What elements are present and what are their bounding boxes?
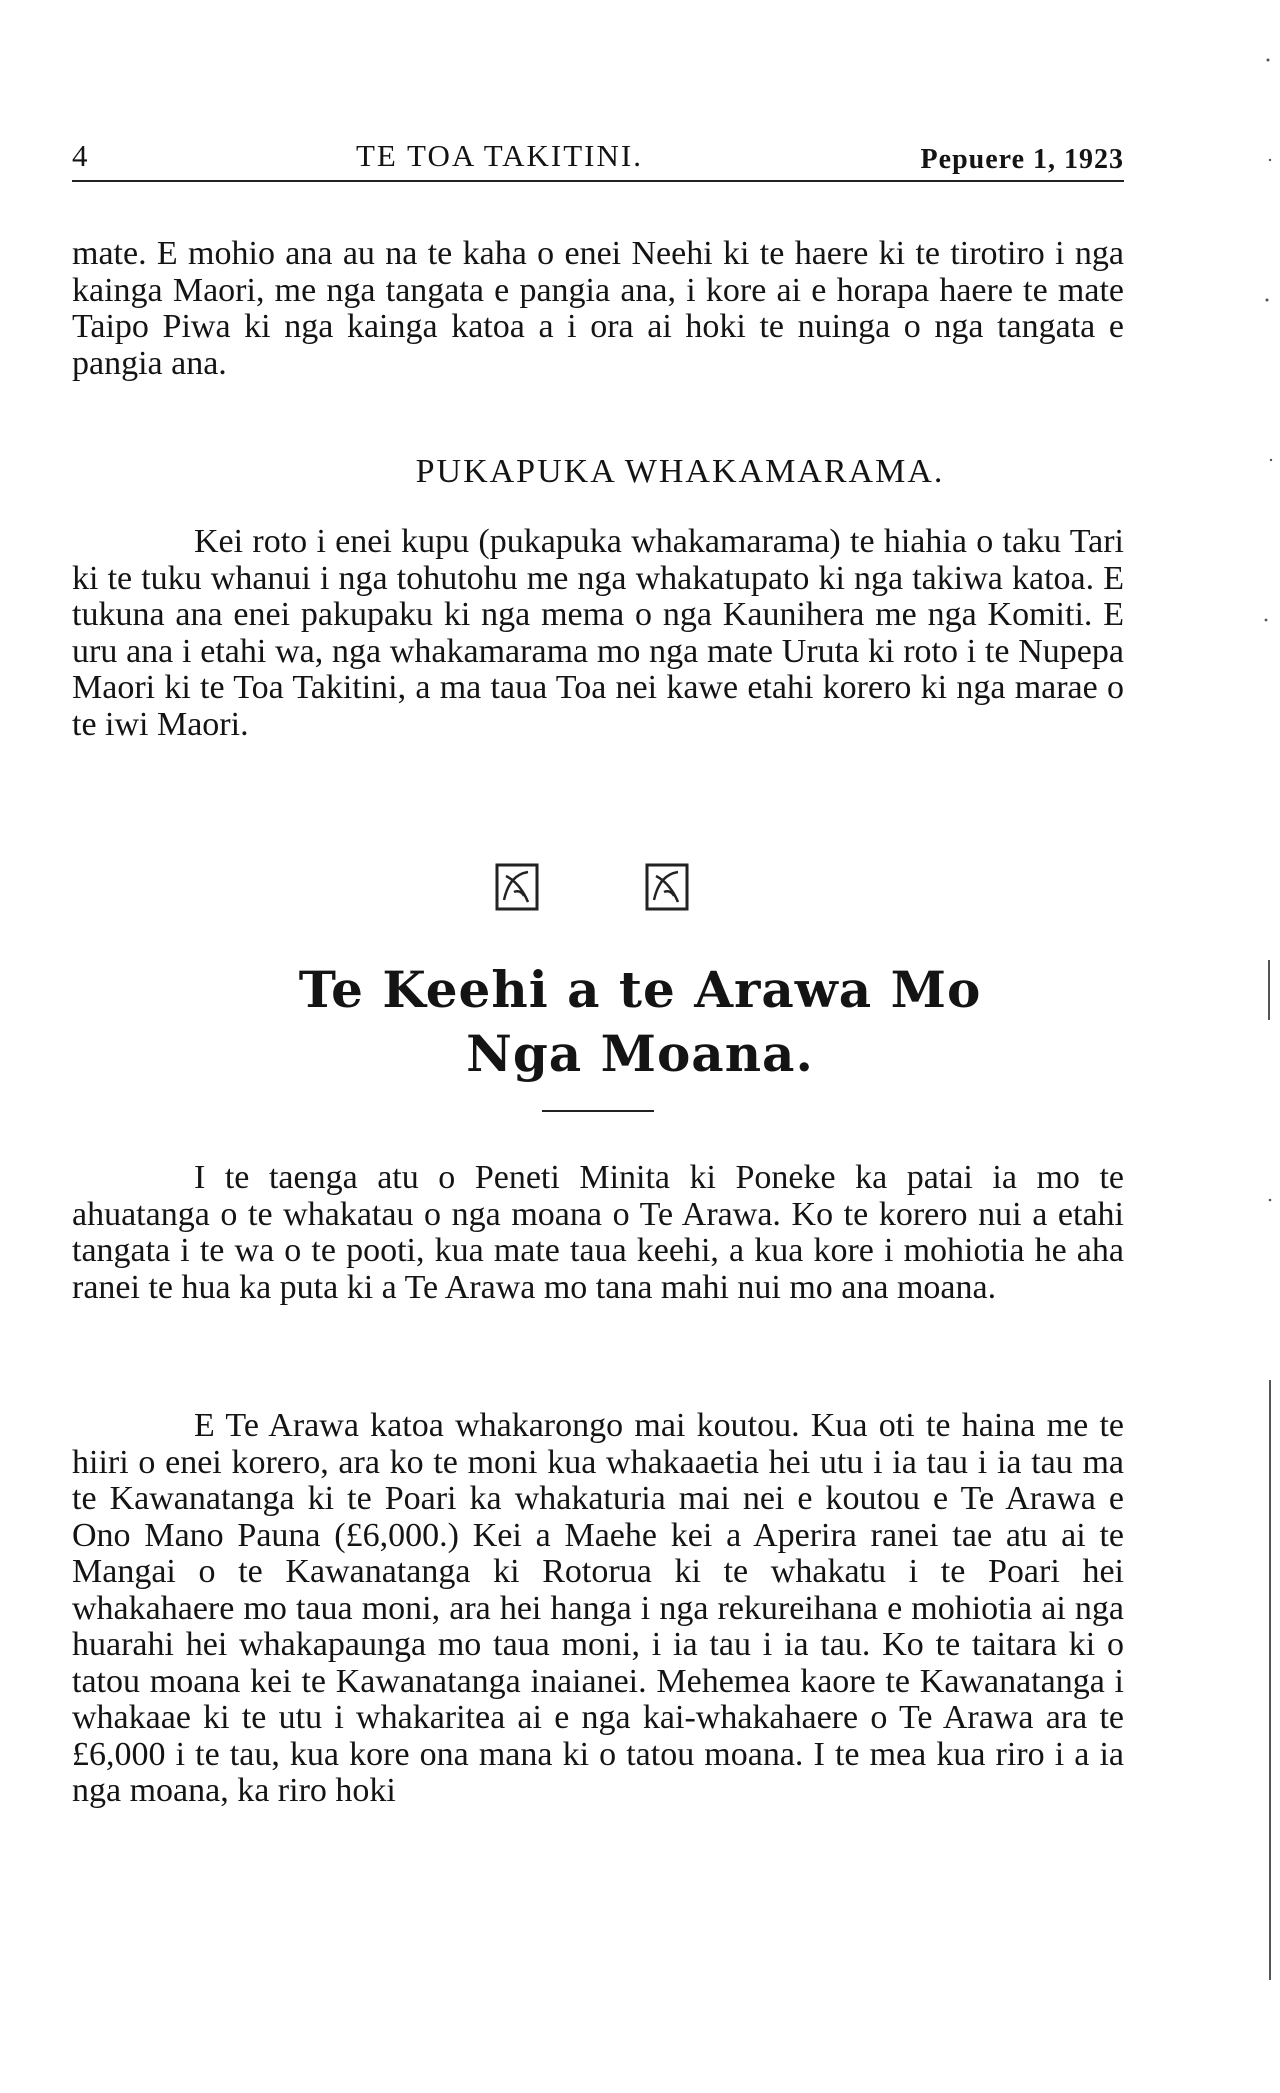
article-paragraph-2: E Te Arawa katoa whakarongo mai koutou. Kua oti te haina me te hiiri o enei korero, ara ko te moni kua whakaaetia hei utu i ia tau i ia tau ma te Kawanatanga ki te Poari ka whakaturia mai nei e koutou e Te Arawa e Ono Mano Pauna (£6,000.) Kei a Maehe kei a Aperira ranei tae atu ai te Mangai o te Kawanatanga ki Rotorua ki te whakatu i te Poari hei whakahaere mo taua moni, ara hei hanga i nga rekureihana e mohiotia ai nga huarahi hei whakapaunga mo taua moni, i ia tau i ia tau. Ko te taitara ki o tatou moana kei te Kawanatanga inaianei. Mehemea kaore te Kawanatanga i whakaae ki te utu i whakaritea ai e nga kai-whakahaere o Te Arawa ara te £6,000 i te tau, kua kore ona mana ki o tatou moana. I te mea kua riro i a ia nga moana, ka riro hoki xyxy=(72,1407,1124,1809)
section-paragraph: Kei roto i enei kupu (pukapuka whakamarama) te hiahia o taku Tari ki te tuku whanui i nga tohutohu me nga whakatupato ki nga takiwa katoa. E tukuna ana enei pakupaku ki nga mema o nga Kaunihera me nga Komiti. E uru ana i etahi wa, nga whakamarama mo nga mate Uruta ki roto i te Nupepa Maori ki te Toa Takitini, a ma taua Toa nei kawe etahi korero ki nga marae o te iwi Maori. xyxy=(72,523,1124,743)
intro-paragraph: mate. E mohio ana au na te kaha o enei Neehi ki te haere ki te tirotiro i nga kainga Maori, me nga tangata e pangia ana, i kore ai e horapa haere te mate Taipo Piwa ki nga kainga katoa a i ora ai hoki te nuinga o nga tangata e pangia ana. xyxy=(72,235,1124,382)
article-title xyxy=(0,958,1240,1086)
issue-date: Pepuere 1, 1923 xyxy=(920,144,1124,175)
header-rule xyxy=(72,180,1124,182)
ornament-row xyxy=(0,862,1280,922)
article-title-line2: Nga Moana. xyxy=(466,1024,814,1083)
page-edge-specks xyxy=(1240,0,1280,2093)
publication-title: TE TOA TAKITINI. xyxy=(356,138,643,173)
page-header xyxy=(72,138,1124,178)
ornament-icon xyxy=(494,862,540,912)
title-rule xyxy=(542,1110,654,1112)
article-title-line1: Te Keehi a te Arawa Mo xyxy=(298,960,982,1019)
page-number: 4 xyxy=(72,138,89,173)
article-paragraph-1: I te taenga atu o Peneti Minita ki Poneke ka patai ia mo te ahuatanga o te whakatau o nga moana o Te Arawa. Ko te korero nui a etahi tangata i te wa o te pooti, kua mate taua keehi, a kua kore i mohiotia he aha ranei te hua ka puta ki a Te Arawa mo tana mahi nui mo ana moana. xyxy=(72,1159,1124,1306)
section-heading: PUKAPUKA WHAKAMARAMA. xyxy=(415,453,945,490)
ornament-icon xyxy=(644,862,690,912)
